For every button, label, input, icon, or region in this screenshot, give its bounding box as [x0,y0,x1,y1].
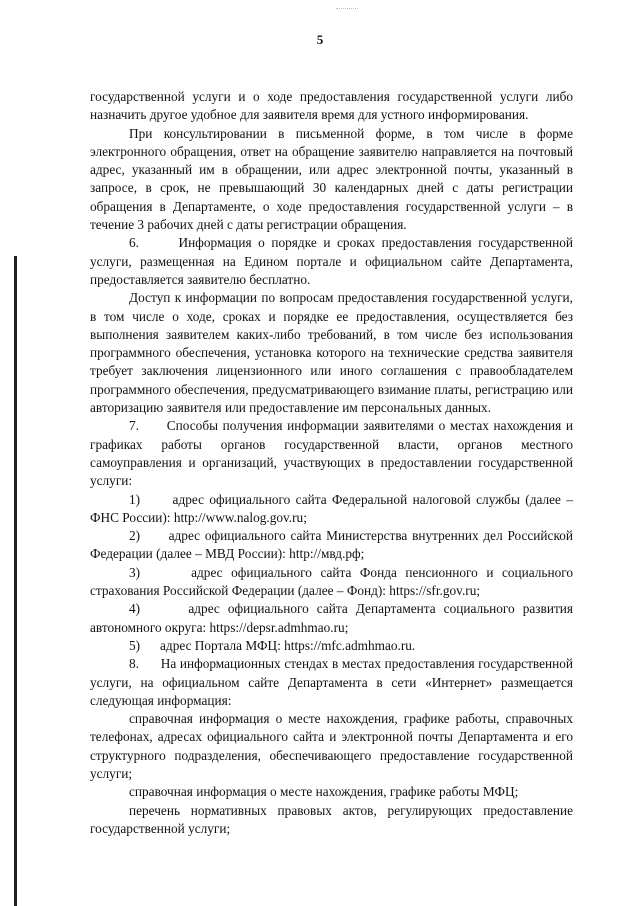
document-body [90,88,573,838]
paragraph-reference-mfc: справочная информация о месте нахождения, графике работы МФЦ; [129,784,519,800]
paragraph-item-7: 7. Способы получения информации заявителями о местах нахождения и графиках работы органов государственной власти, органов местного самоуправления и организаций, участвующих в предоставлении государственной услуги: [90,418,573,489]
scan-artifact [336,8,358,13]
page-number: 5 [316,32,324,47]
paragraph-written-consultation: При консультировании в письменной форме, в том числе в форме электронного обращения, ответ на обращение заявителю направляется на почтовый адрес, указанный им в обращении, или адрес электронной почты, указанный в запросе, в срок, не превышающий 30 календарных дней с даты регистрации обращения в Департаменте, о ходе предоставления государственной услуги – в течение 3 рабочих дней с даты регистрации обращения. [90,125,573,233]
list-item-2: 2) адрес официального сайта Министерства внутренних дел Российской Федерации (далее – МВД России): http://мвд.рф; [90,528,573,562]
list-item-4: 4) адрес официального сайта Департамента социального развития автономного округа: https://depsr.admhmao.ru; [90,601,573,635]
paragraph-continuation: государственной услуги и о ходе предоставления государственной услуги либо назначить другое удобное для заявителя время для устного информирования. [90,89,573,123]
paragraph-access: Доступ к информации по вопросам предоставления государственной услуги, в том числе о ходе, сроках и порядке ее предоставления, осуществляется без выполнения заявителем каких-либо требований, в том числе без использования программного обеспечения, установка которого на технические средства заявителя требует заключения лицензионного или иного соглашения с правообладателем программного обеспечения, предусматривающего взимание платы, регистрацию или авторизацию заявителя или предоставление им персональных данных. [90,290,573,416]
paragraph-reference-department: справочная информация о месте нахождения, графике работы, справочных телефонах, адресах официального сайта и электронной почты Департамента и его структурного подразделения, обеспечивающего предоставление государственной услуги; [90,711,573,781]
paragraph-item-6: 6. Информация о порядке и сроках предоставления государственной услуги, размещенная на Едином портале и официальном сайте Департамента, предоставляется заявителю бесплатно. [90,235,573,287]
paragraph-legal-acts: перечень нормативных правовых актов, регулирующих предоставление государственной услуги; [90,802,573,836]
list-item-1: 1) адрес официального сайта Федеральной налоговой службы (далее – ФНС России): http://www.nalog.gov.ru; [90,491,573,525]
list-item-3: 3) адрес официального сайта Фонда пенсионного и социального страхования Российской Федерации (далее – Фонд): https://sfr.gov.ru; [90,564,573,599]
paragraph-item-8: 8. На информационных стендах в местах предоставления государственной услуги, на официальном сайте Департамента в сети «Интернет» размещается следующая информация: [90,656,573,708]
scan-margin-bar [14,256,17,906]
list-item-5: 5) адрес Портала МФЦ: https://mfc.admhmao.ru. [129,637,416,653]
